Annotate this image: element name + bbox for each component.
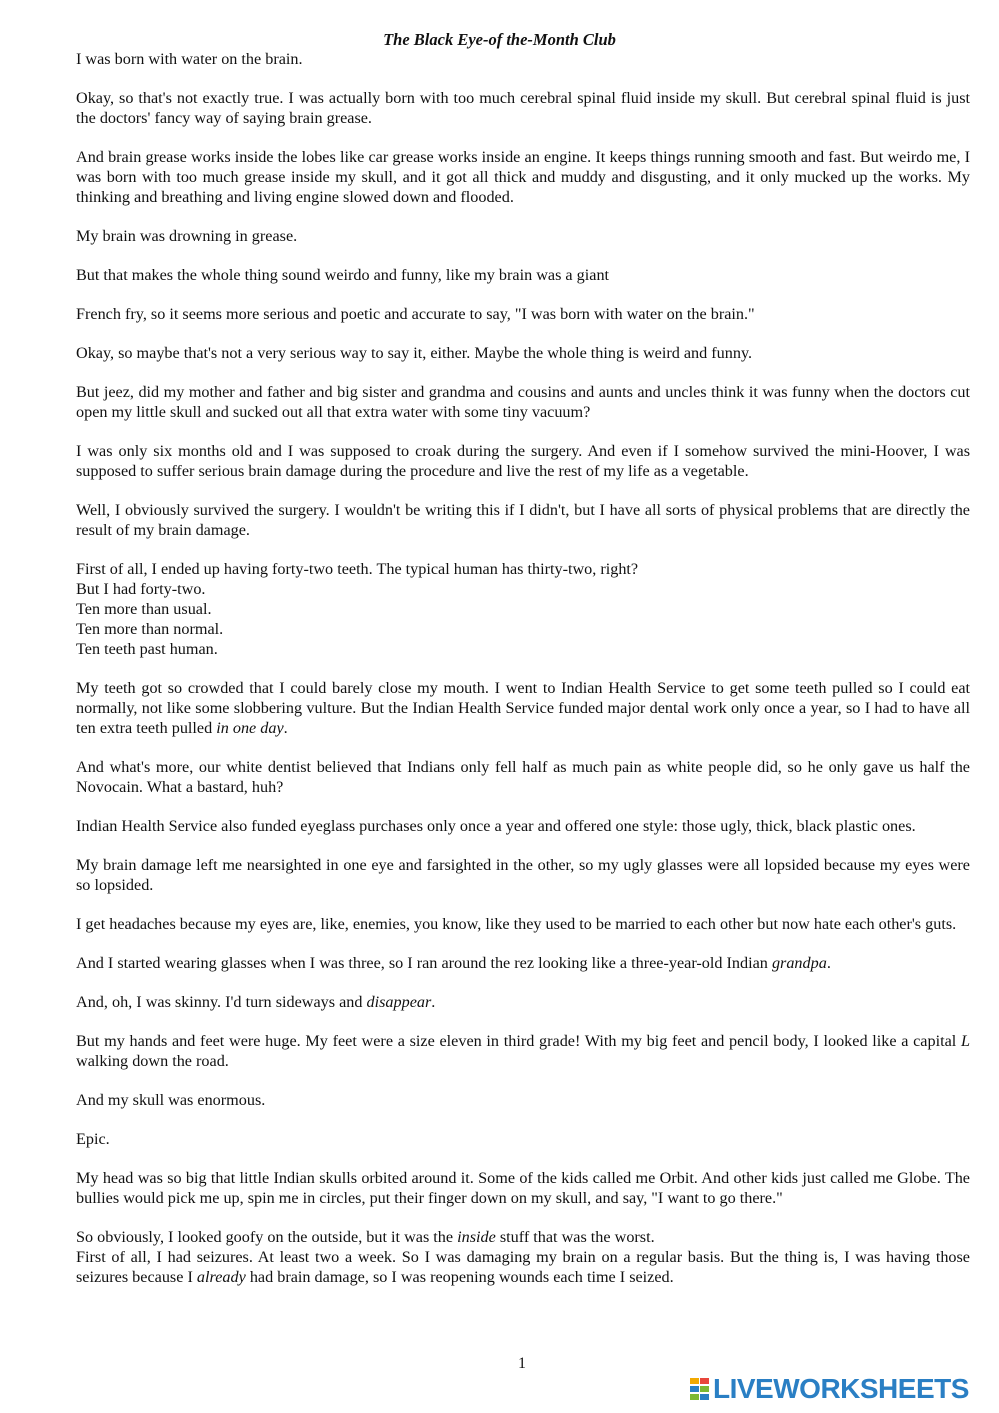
logo-text: LIVEWORKSHEETS — [713, 1373, 969, 1404]
paragraph: Okay, so maybe that's not a very serious way to say it, either. Maybe the whole thing is weird and funny. — [76, 344, 753, 362]
paragraph — [76, 678, 970, 738]
text-run: had brain damage, so I was reopening wounds each time I seized. — [245, 1268, 674, 1286]
paragraph: French fry, so it seems more serious and poetic and accurate to say, "I was born with water on the brain." — [76, 305, 755, 323]
liveworksheets-logo — [690, 1373, 969, 1404]
page-number: 1 — [518, 1355, 526, 1372]
text-line: Ten more than normal. — [76, 620, 224, 638]
paragraph: My head was so big that little Indian skulls orbited around it. Some of the kids called me Orbit. And other kids just called me Globe. The bullies would pick me up, spin me in circles, put their finger down on my skull, and say, "I want to go there." — [76, 1169, 970, 1207]
text-run: walking down the road. — [76, 1052, 229, 1070]
text-line: First of all, I ended up having forty-two teeth. The typical human has thirty-two, right? — [76, 560, 639, 578]
paragraph: I was born with water on the brain. — [76, 50, 303, 68]
teeth-paragraph — [76, 559, 970, 659]
text-line: Ten teeth past human. — [76, 640, 218, 658]
text-run: And, oh, I was skinny. I'd turn sideways and — [76, 993, 367, 1011]
paragraph — [76, 953, 970, 973]
paragraph: And brain grease works inside the lobes like car grease works inside an engine. It keeps things running smooth and fast. But weirdo me, I was born with too much grease inside my skull, and it got all thick and muddy and disgusting, and it only mucked up the works. My thinking and breathing and living engine slowed down and flooded. — [76, 148, 970, 206]
paragraph: And my skull was enormous. — [76, 1091, 266, 1109]
paragraph: My brain was drowning in grease. — [76, 227, 298, 245]
emphasis: already — [196, 1268, 246, 1286]
emphasis: L — [960, 1032, 970, 1050]
paragraph: Okay, so that's not exactly true. I was actually born with too much cerebral spinal fluid inside my skull. But cerebral spinal fluid is just the doctors' fancy way of saying brain grease. — [76, 89, 970, 127]
document-body — [76, 49, 970, 1306]
paragraph: Epic. — [76, 1130, 110, 1148]
paragraph — [76, 1227, 970, 1247]
text-run: So obviously, I looked goofy on the outside, but it was the — [76, 1228, 458, 1246]
emphasis: grandpa — [771, 954, 827, 972]
text-run: . — [431, 993, 436, 1011]
paragraph: Well, I obviously survived the surgery. I wouldn't be writing this if I didn't, but I have all sorts of physical problems that are directly the result of my brain damage. — [76, 501, 970, 539]
text-run: stuff that was the worst. — [495, 1228, 655, 1246]
paragraph: Indian Health Service also funded eyeglass purchases only once a year and offered one style: those ugly, thick, black plastic ones. — [76, 817, 916, 835]
document-title: The Black Eye-of the-Month Club — [383, 30, 616, 49]
paragraph: And what's more, our white dentist believed that Indians only fell half as much pain as white people did, so he only gave us half the Novocain. What a bastard, huh? — [76, 758, 970, 796]
text-run: But my hands and feet were huge. My feet were a size eleven in third grade! With my big feet and pencil body, I looked like a capital — [76, 1032, 961, 1050]
text-run: My teeth got so crowded that I could barely close my mouth. I went to Indian Health Service to get some teeth pulled so I could eat normally, not like some slobbering vulture. But the Indian Health Service funded major dental work only once a year, so I had to have all ten extra teeth pulled — [76, 679, 970, 737]
text-line: But I had forty-two. — [76, 580, 206, 598]
text-line: Ten more than usual. — [76, 600, 212, 618]
paragraph: My brain damage left me nearsighted in one eye and farsighted in the other, so my ugly glasses were all lopsided because my eyes were so lopsided. — [76, 856, 970, 894]
paragraph — [76, 1031, 970, 1071]
emphasis: inside — [457, 1228, 496, 1246]
paragraph — [76, 1247, 970, 1287]
paragraph — [76, 992, 970, 1012]
text-run: . — [283, 719, 288, 737]
paragraph: But jeez, did my mother and father and big sister and grandma and cousins and aunts and uncles think it was funny when the doctors cut open my little skull and sucked out all that extra water with some tiny vacuum? — [76, 383, 970, 421]
text-run: First of all, I had seizures. At least two a week. So I was damaging my brain on a regular basis. But the thing is, I was having those seizures because I — [76, 1248, 970, 1286]
paragraph: I get headaches because my eyes are, like, enemies, you know, like they used to be married to each other but now hate each other's guts. — [76, 915, 957, 933]
text-run: . — [826, 954, 831, 972]
emphasis: in one day — [216, 719, 284, 737]
paragraph: I was only six months old and I was supposed to croak during the surgery. And even if I somehow survived the mini-Hoover, I was supposed to suffer serious brain damage during the procedure and live the rest of my life as a vegetable. — [76, 442, 970, 480]
paragraph: But that makes the whole thing sound weirdo and funny, like my brain was a giant — [76, 266, 610, 284]
text-run: And I started wearing glasses when I was three, so I ran around the rez looking like a three-year-old Indian — [76, 954, 772, 972]
liveworksheets-logo-icon — [690, 1376, 710, 1402]
emphasis: disappear — [366, 993, 432, 1011]
